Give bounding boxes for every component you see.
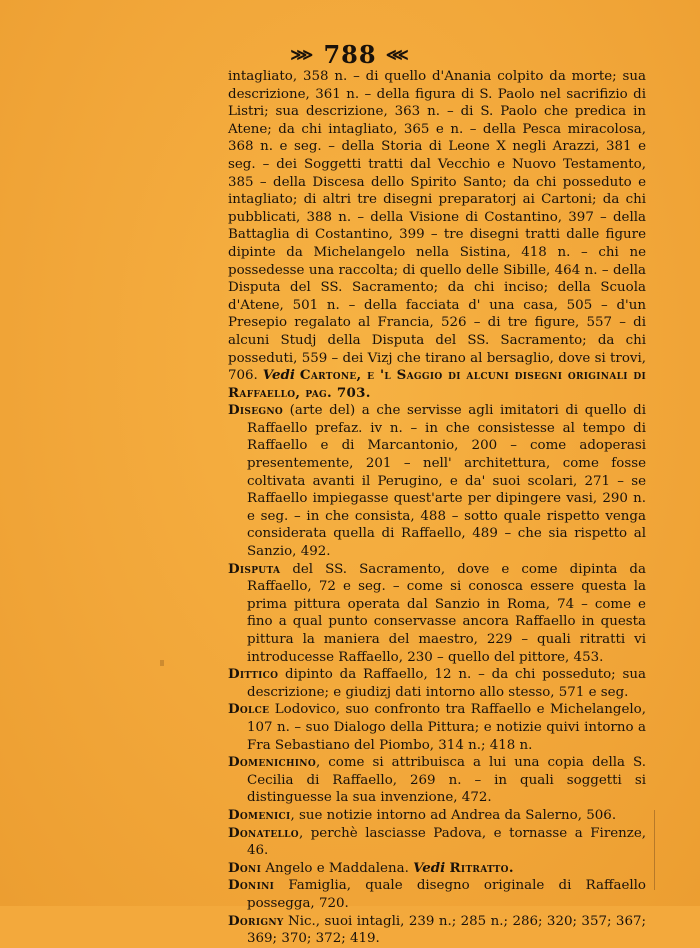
- entry-headword: Domenici: [228, 806, 291, 823]
- index-entry-domenici: [228, 807, 646, 825]
- entry-reference: Ritratto.: [449, 859, 514, 876]
- entry-text: Lodovico, suo confronto tra Raffaello e Michelangelo, 107 n. – suo Dialogo della Pittura; e notizie quivi intorno a Fra Sebastiano del Piombo, 314 n.; 418 n.: [247, 702, 646, 753]
- index-entry-domenichino: [228, 754, 646, 807]
- entry-headword: Donatello: [228, 824, 299, 841]
- entry-text: (arte del) a che servisse agli imitatori di quello di Raffaello prefaz. iv n. – in che consistesse al tempo di Raffaello e di Marcantonio, 200 – come adoperasi presentemente, 201 – nell' architettura, come fosse coltivata avanti il Perugino, e da' suoi scolari, 271 – se Raffaello impiegasse quest'arte per dipingere vasi, 290 n. e seg. – in che consista, 488 – sotto quale rispetto venga considerata quella di Raffaello, 489 – che sia rispetto al Sanzio, 492.: [247, 403, 646, 560]
- entry-text: intagliato, 358 n. – di quello d'Anania colpito da morte; sua descrizione, 361 n. – della figura di S. Paolo nel sacrifizio di Listri; sua descrizione, 363 n. – di S. Paolo che predica in Atene; da chi intagliato, 365 e n. – della Pesca miracolosa, 368 n. e seg. – della Storia di Leone X negli Arazzi, 381 e seg. – dei Soggetti tratti dal Vecchio e Nuovo Testamento, 385 – della Discesa dello Spirito Santo; da chi posseduto e intagliato; di altri tre disegni preparatorj ai Cartoni; da chi pubblicati, 388 n. – della Visione di Costantino, 397 – della Battaglia di Costantino, 399 – tre disegni tratti dalle figure dipinte da Michelangelo nella Sistina, 418 n. – chi ne possedesse una raccolta; di quello delle Sibille, 464 n. – della Disputa del SS. Sacramento; da chi inciso; della Scuola d'Atene, 501 n. – della facciata d' una casa, 505 – d'un Presepio regalato al Francia, 526 – di tre figure, 557 – di alcuni Studj della Disputa del SS. Sacramento; da chi posseduti, 559 – dei Vizj che tirano al bersaglio, dove si trovi, 706.: [228, 69, 646, 384]
- entry-headword: Dittico: [228, 666, 279, 683]
- entry-headword: Domenichino: [228, 754, 316, 771]
- margin-line: [654, 810, 655, 890]
- entry-text: Famiglia, quale disegno originale di Raffaello posseggа, 720.: [247, 878, 646, 911]
- entry-text: , perchè lasciasse Padova, e tornasse a Firenze, 46.: [247, 825, 646, 859]
- entry-text: Nic., suoi intagli, 239 n.; 285 n.; 286; 320; 357; 367; 369; 370; 372; 419.: [247, 913, 647, 947]
- entry-headword: Dorigny: [228, 912, 284, 929]
- ornament-right-icon: ⋘: [385, 45, 410, 64]
- entry-vedi: Vedi: [262, 367, 295, 384]
- index-entry-disputa: [228, 561, 646, 667]
- index-entry-dolce: [228, 701, 646, 754]
- entry-headword: Doni: [228, 859, 262, 876]
- index-entry-donatello: [228, 825, 646, 860]
- entry-headword: Dolce: [228, 701, 270, 718]
- entry-reference: Cartone, e 'l Saggio di alcuni disegni originali di Raffaello, pag. 703.: [228, 367, 646, 401]
- ornament-left-icon: ⋙: [290, 45, 315, 64]
- entry-headword: Disegno: [228, 402, 284, 419]
- margin-speck: [160, 660, 164, 666]
- index-entry-disegno: [228, 402, 646, 560]
- page-number: 788: [323, 40, 377, 69]
- page-header: [0, 40, 700, 69]
- entry-text: Angelo e Maddalena.: [265, 860, 409, 876]
- entry-text: , come si attribuisca a lui una copia della S. Cecilia di Raffaello, 269 n. – in quali soggetti si distinguesse la sua invenzione, 472.: [247, 755, 646, 806]
- entry-text: dipinto da Raffaello, 12 n. – da chi posseduto; sua descrizione; e giudizj dati intorno allo stesso, 571 e seg.: [247, 667, 646, 700]
- index-entry-dorigny: [228, 913, 646, 948]
- entry-text: del SS. Sacramento, dove e come dipinta da Raffaello, 72 e seg. – come si conosca essere questa la prima pittura operata dal Sanzio in Roma, 74 – come e fino a qual punto conservasse ancora Raffaello in questa pittura la maniera del maestro, 229 – quali ritratti vi introducesse Raffaello, 230 – quello del pittore, 453.: [247, 561, 646, 665]
- index-entry-doni: [228, 860, 646, 878]
- index-entry-continued: [228, 68, 646, 402]
- entry-vedi: Vedi: [413, 859, 446, 876]
- index-column: [228, 68, 646, 948]
- entry-headword: Disputa: [228, 560, 281, 577]
- index-entry-dittico: [228, 666, 646, 701]
- entry-headword: Donini: [228, 877, 275, 894]
- entry-text: , sue notizie intorno ad Andrea da Salerno, 506.: [290, 807, 617, 823]
- index-entry-donini: [228, 877, 646, 912]
